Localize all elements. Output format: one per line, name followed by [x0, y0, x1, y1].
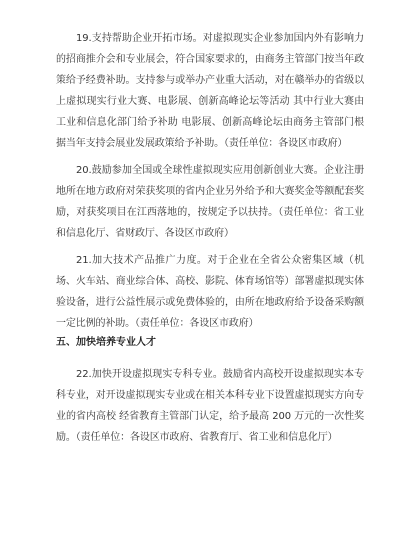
section-heading: 五、加快培养专业人才	[56, 337, 156, 348]
paragraph-19: 19.支持帮助企业开拓市场。对虚拟现实企业参加国内外有影响力的招商推介会和专业展会，符合国家要求的，由商务主管部门按当年政策给予经费补助。支持参与或举办产业重大活动，对在赣举办的省级以上虚拟现实行业大赛、电影展、创新高峰论坛等活动 其中行业大赛由工业和信息化部门给予补助 电影展、创新高峰论坛由商务主管部门根据当年支持会展业发展政策给予补助。（责任单位：各设区市政府）	[56, 33, 364, 149]
paragraph-21: 21.加大技术产品推广力度。对于企业在全省公众密集区域（机场、火车站、商业综合体、高校、影院、体育场馆等）部署虚拟现实体验设备，进行公益性展示或免费体验的，由所在地政府给予设备采购额一定比例的补助。（责任单位：各设区市政府）	[56, 255, 364, 329]
document-body	[56, 28, 364, 448]
paragraph-20: 20.鼓励参加全国或全球性虚拟现实应用创新创业大赛。企业注册地所在地方政府对荣获奖项的省内企业另外给予和大赛奖金等额配套奖励，对获奖项目在江西落地的，按规定予以扶持。（责任单位：省工业和信息化厅、省财政厅、各设区市政府）	[56, 165, 364, 239]
paragraph-22: 22.加快开设虚拟现实专科专业。鼓励省内高校开设虚拟现实本专科专业，对开设虚拟现实专业或在相关本科专业下设置虚拟现实方向专业的省内高校 经省教育主管部门认定，给予最高 200 万元的一次性奖励。（责任单位：各设区市政府、省教育厅、省工业和信息化厅）	[56, 369, 364, 443]
